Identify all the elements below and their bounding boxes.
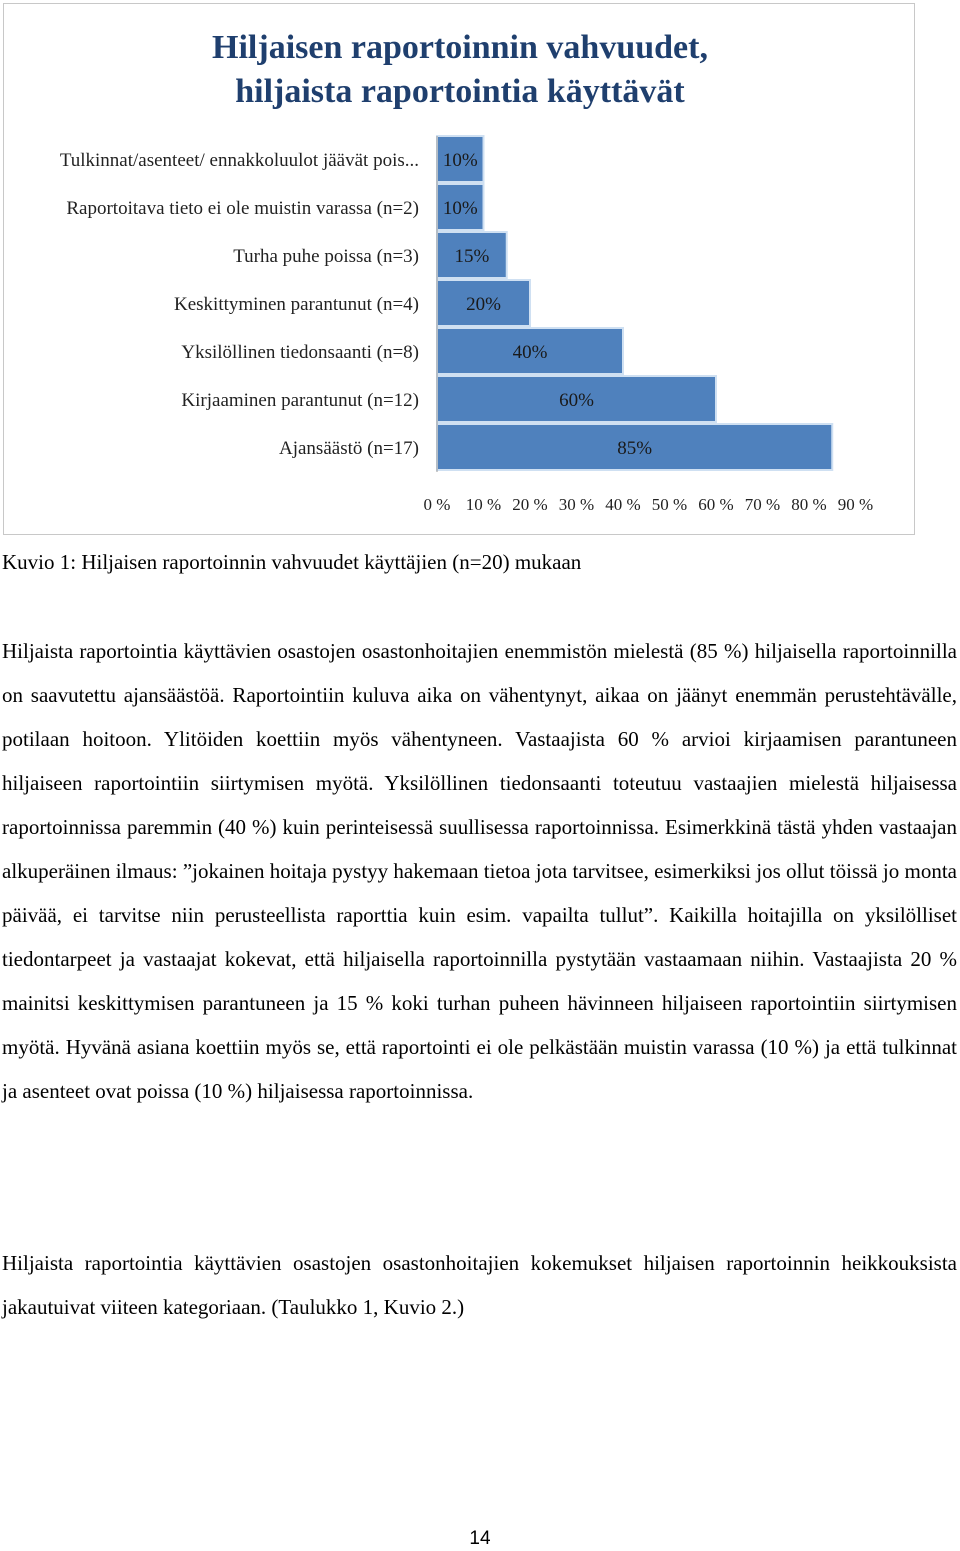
x-tick-label: 20 % bbox=[512, 495, 548, 514]
x-tick-label: 30 % bbox=[558, 495, 595, 514]
x-tick-label: 40 % bbox=[605, 495, 641, 514]
x-tick-label: 70 % bbox=[744, 495, 781, 514]
x-tick-label: 10 % bbox=[465, 495, 502, 514]
category-label: Raportoitava tieto ei ole muistin varassa (n=2) bbox=[66, 198, 419, 219]
chart-figure bbox=[3, 3, 915, 535]
category-labels bbox=[60, 150, 419, 459]
category-label: Turha puhe poissa (n=3) bbox=[233, 246, 419, 267]
x-tick-label: 90 % bbox=[837, 495, 874, 514]
body-paragraph-2: Hiljaista raportointia käyttävien osastojen osastonhoitajien kokemukset hiljaisen raportoinnin heikkouksista jakautuivat viiteen kategoriaan. (Taulukko 1, Kuvio 2.) bbox=[2, 1251, 957, 1319]
data-label: 10% bbox=[442, 198, 478, 219]
chart-title-line-1: Hiljaisen raportoinnin vahvuudet, bbox=[212, 29, 708, 66]
figure-caption: Kuvio 1: Hiljaisen raportoinnin vahvuudet käyttäjien (n=20) mukaan bbox=[2, 550, 582, 574]
data-label: 10% bbox=[442, 150, 478, 171]
data-label: 15% bbox=[454, 246, 490, 267]
bar-chart bbox=[4, 4, 916, 536]
category-label: Yksilöllinen tiedonsaanti (n=8) bbox=[181, 342, 419, 363]
page-number: 14 bbox=[469, 1528, 491, 1549]
data-label: 60% bbox=[559, 390, 594, 411]
x-tick-label: 50 % bbox=[651, 495, 688, 514]
data-label: 20% bbox=[466, 294, 501, 315]
data-label: 40% bbox=[512, 342, 548, 363]
category-label: Ajansäästö (n=17) bbox=[279, 438, 419, 459]
category-label: Tulkinnat/asenteet/ ennakkoluulot jäävät pois... bbox=[59, 150, 419, 171]
chart-title-line-2: hiljaista raportointia käyttävät bbox=[235, 73, 685, 110]
x-tick-label: 60 % bbox=[698, 495, 734, 514]
category-label: Keskittyminen parantunut (n=4) bbox=[174, 294, 419, 315]
x-tick-label: 80 % bbox=[791, 495, 827, 514]
body-paragraph-1: Hiljaista raportointia käyttävien osastojen osastonhoitajien enemmistön mielestä (85 %) hiljaisella raportoinnilla on saavutettu ajansäästöä. Raportointiin kuluva aika on vähentynyt, aikaa on jäänyt enemmän perustehtävälle, potilaan hoitoon. Ylitöiden koettiin myös vähentyneen. Vastaajista 60 % arvioi kirjaamisen parantuneen hiljaiseen raportointiin siirtymisen myötä. Yksilöllinen tiedonsaanti toteutuu vastaajien mielestä hiljaisessa raportoinnissa paremmin (40 %) kuin perinteisessä suullisessa raportoinnissa. Esimerkkinä tästä yhden vastaajan alkuperäinen ilmaus: ”jokainen hoitaja pystyy hakemaan tietoa jota tarvitsee, esimerkiksi jos ollut töissä jo monta päivää, ei tarvitse niin perusteellista raporttia kuin esim. vapailta tullut”. Kaikilla hoitajilla on yksilölliset tiedontarpeet ja vastaajat kokevat, että hiljaisella raportoinnilla pystytään vastaamaan niihin. Vastaajista 20 % mainitsi keskittymisen parantuneen ja 15 % koki turhan puheen hävinneen hiljaiseen raportointiin siirtymisen myötä. Hyvänä asiana koettiin myös se, että raportointi ei ole pelkästään muistin varassa (10 %) ja että tulkinnat ja asenteet ovat poissa (10 %) hiljaisessa raportoinnissa. bbox=[2, 639, 957, 1103]
x-tick-label: 0 % bbox=[423, 495, 451, 514]
category-label: Kirjaaminen parantunut (n=12) bbox=[181, 390, 419, 411]
data-label: 85% bbox=[617, 438, 653, 459]
